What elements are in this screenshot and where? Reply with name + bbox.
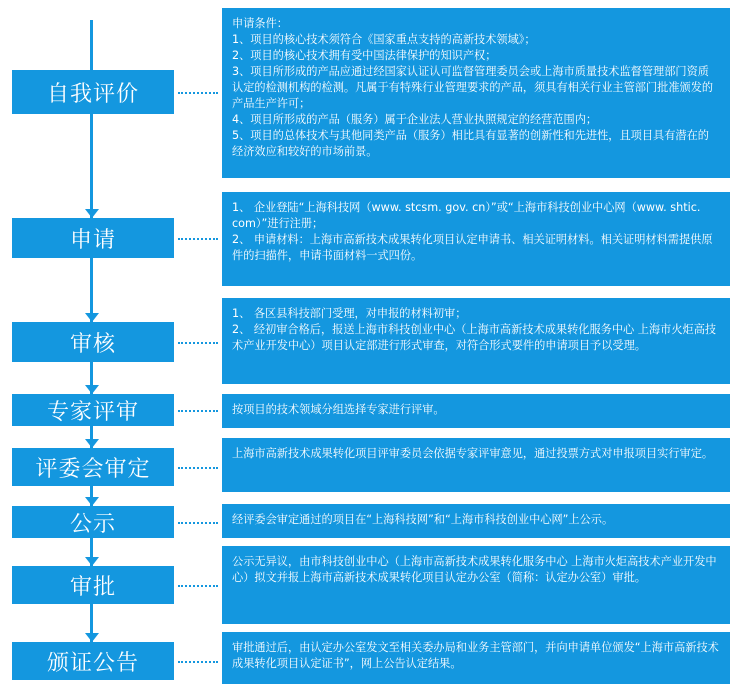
step-label: 审核 bbox=[69, 331, 116, 357]
down-arrow-icon bbox=[85, 557, 99, 566]
step-label: 评委会审定 bbox=[35, 456, 151, 482]
step-box-7 bbox=[12, 566, 174, 604]
step-box-8 bbox=[12, 642, 174, 680]
step-box-6 bbox=[12, 506, 174, 538]
description-line: 3、项目所形成的产品应通过经国家认证认可监督管理委员会或上海市质量技术监督管理部门资质认定的检测机构的检测。凡属于有特殊行业管理要求的产品，须具有相关行业主管部门批准颁发的产品生产许可； bbox=[232, 65, 714, 110]
step-description-7 bbox=[222, 546, 730, 624]
description-line: 4、项目所形成的产品（服务）属于企业法人营业执照规定的经营范围内； bbox=[232, 113, 598, 126]
connector-dotted-2 bbox=[178, 238, 218, 240]
connector-dotted-4 bbox=[178, 410, 218, 412]
down-arrow-icon bbox=[85, 439, 99, 448]
step-description-1 bbox=[222, 8, 730, 178]
description-line: 经评委会审定通过的项目在“上海科技网”和“上海市科技创业中心网”上公示。 bbox=[232, 513, 614, 526]
description-line: 1、项目的核心技术须符合《国家重点支持的高新技术领域》； bbox=[232, 33, 536, 46]
description-line: 2、 申请材料：上海市高新技术成果转化项目认定申请书、相关证明材料。相关证明材料需提供原件的扫描件，申请书面材料一式四份。 bbox=[232, 233, 713, 262]
description-line: 1、 企业登陆“上海科技网（www. stcsm. gov. cn）”或“上海市科技创业中心网（www. shtic. com）”进行注册； bbox=[232, 201, 701, 230]
step-description-4 bbox=[222, 394, 730, 428]
step-box-5 bbox=[12, 448, 174, 486]
description-line: 上海市高新技术成果转化项目评审委员会依据专家评审意见，通过投票方式对申报项目实行审定。 bbox=[232, 447, 714, 460]
step-box-4 bbox=[12, 394, 174, 426]
connector-dotted-5 bbox=[178, 467, 218, 469]
step-label: 公示 bbox=[69, 511, 116, 537]
description-line: 2、 经初审合格后，报送上海市科技创业中心（上海市高新技术成果转化服务中心 上海市火炬高技术产业开发中心）项目认定部进行形式审查，对符合形式要件的申请项目予以受理。 bbox=[232, 323, 717, 352]
step-description-6 bbox=[222, 504, 730, 538]
description-line: 按项目的技术领域分组选择专家进行评审。 bbox=[232, 403, 445, 416]
connector-dotted-1 bbox=[178, 92, 218, 94]
connector-dotted-3 bbox=[178, 342, 218, 344]
down-arrow-icon bbox=[85, 209, 99, 218]
description-line: 1、 各区县科技部门受理，对申报的材料初审； bbox=[232, 307, 467, 320]
description-line: 申请条件： bbox=[232, 17, 288, 30]
down-arrow-icon bbox=[85, 633, 99, 642]
step-label: 审批 bbox=[69, 574, 116, 600]
step-label: 自我评价 bbox=[46, 81, 139, 107]
connector-dotted-6 bbox=[178, 522, 218, 524]
step-label: 专家评审 bbox=[46, 399, 139, 425]
step-description-5 bbox=[222, 438, 730, 492]
step-box-2 bbox=[12, 218, 174, 258]
connector-dotted-7 bbox=[178, 585, 218, 587]
connector-dotted-8 bbox=[178, 661, 218, 663]
description-line: 2、项目的核心技术拥有受中国法律保护的知识产权； bbox=[232, 49, 497, 62]
description-line: 审批通过后，由认定办公室发文至相关委办局和业务主管部门，并向申请单位颁发“上海市高新技术成果转化项目认定证书”，网上公告认定结果。 bbox=[232, 641, 719, 670]
step-box-3 bbox=[12, 322, 174, 362]
step-description-8 bbox=[222, 632, 730, 684]
description-line: 5、项目的总体技术与其他同类产品（服务）相比具有显著的创新性和先进性，且项目具有潜在的经济效应和较好的市场前景。 bbox=[232, 129, 709, 158]
step-description-3 bbox=[222, 298, 730, 384]
step-description-2 bbox=[222, 192, 730, 286]
step-label: 申请 bbox=[69, 227, 116, 253]
step-label: 颁证公告 bbox=[46, 650, 139, 676]
down-arrow-icon bbox=[85, 313, 99, 322]
step-box-1 bbox=[12, 70, 174, 114]
down-arrow-icon bbox=[85, 385, 99, 394]
down-arrow-icon bbox=[85, 497, 99, 506]
description-line: 公示无异议，由市科技创业中心（上海市高新技术成果转化服务中心 上海市火炬高技术产业开发中心）拟文并报上海市高新技术成果转化项目认定办公室（简称：认定办公室）审批。 bbox=[232, 555, 717, 584]
